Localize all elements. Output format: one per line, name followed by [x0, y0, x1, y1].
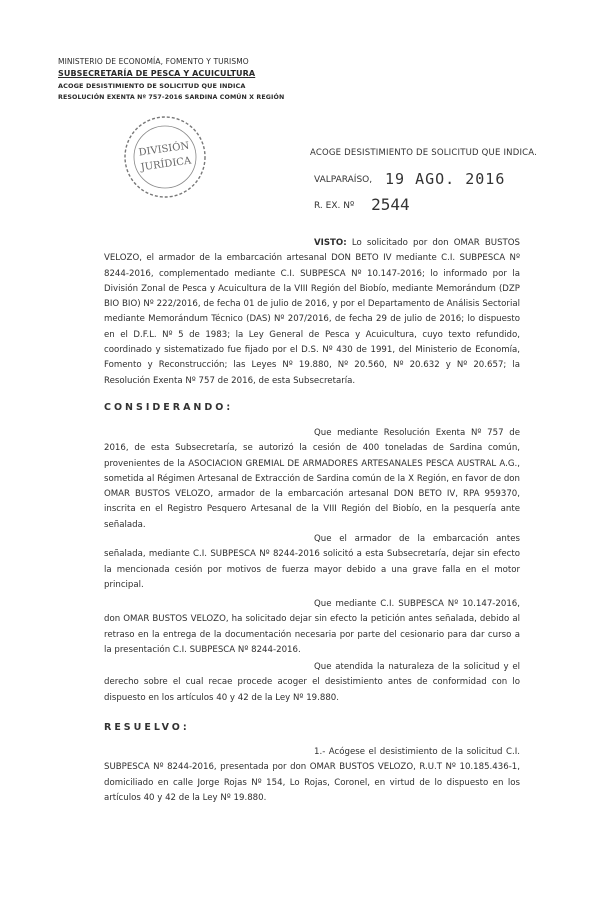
resuelvo-heading: RESUELVO: [104, 722, 190, 733]
place-date [314, 168, 505, 186]
considerando-paragraph-4: Que atendida la naturaleza de la solicitud y el derecho sobre el cual recae procede acoger el desistimiento antes de conformidad con lo dispuesto en los artículos 40 y 42 de la Ley Nº 19.880. [104, 662, 520, 703]
visto-text: Lo solicitado por don OMAR BUSTOS VELOZO, el armador de la embarcación artesanal DON BETO IV mediante C.I. SUBPESCA Nº 8244-2016, complementado mediante C.I. SUBPESCA Nº 10.147-2016; lo informado por la División Zonal de Pesca y Acuicultura de la VIII Región del Biobío, mediante Memorándum (DZP BIO BIO) Nº 222/2016, de fecha 01 de julio de 2016, y por el Departamento de Análisis Sectorial mediante Memorándum Técnico (DAS) Nº 207/2016, de fecha 29 de julio de 2016; lo dispuesto en el D.F.L. Nº 5 de 1983; la Ley General de Pesca y Acuicultura, cuyo texto refundido, coordinado y sistematizado fue fijado por el D.S. Nº 430 de 1991, del Ministerio de Economía, Fomento y Reconstrucción; las Leyes Nº 19.880, Nº 20.560, Nº 20.632 y Nº 20.657; la Resolución Exenta Nº 757 de 2016, de esta Subsecretaría. [104, 238, 520, 386]
considerando-paragraph-3: Que mediante C.I. SUBPESCA Nº 10.147-2016, don OMAR BUSTOS VELOZO, ha solicitado dejar sin efecto la petición antes señalada, debido al retraso en la entrega de la documentación necesaria por parte del cesionario para dar curso a la presentación C.I. SUBPESCA Nº 8244-2016. [104, 599, 520, 655]
division-juridica-stamp [120, 112, 210, 202]
header-subject: ACOGE DESISTIMIENTO DE SOLICITUD QUE INDICA [58, 82, 246, 90]
place-label: VALPARAÍSO, [314, 175, 373, 185]
stamp-seal-icon [120, 112, 210, 202]
visto-label: VISTO: [314, 238, 347, 248]
stamp-line2: JURÍDICA [140, 155, 192, 174]
rex-label: R. EX. Nº [314, 201, 355, 211]
subsecretaria-name: SUBSECRETARÍA DE PESCA Y ACUICULTURA [58, 69, 256, 78]
rex-number: 2544 [371, 195, 410, 214]
letterhead [58, 56, 284, 104]
considerando-heading: CONSIDERANDO: [104, 402, 234, 413]
date-stamp: 19 AGO. 2016 [385, 170, 506, 188]
resolution-number [314, 193, 410, 212]
resuelvo-paragraph-1: 1.- Acógese el desistimiento de la solicitud C.I. SUBPESCA Nº 8244-2016, presentada por don OMAR BUSTOS VELOZO, R.U.T Nº 10.185.436-1, domiciliado en calle Jorge Rojas Nº 154, Lo Rojas, Coronel, en virtud de lo dispuesto en los artículos 40 y 42 de la Ley Nº 19.880. [104, 747, 520, 803]
visto-paragraph [104, 236, 520, 389]
ministry-name: MINISTERIO DE ECONOMÍA, FOMENTO Y TURISMO [58, 57, 249, 66]
considerando-paragraph-2: Que el armador de la embarcación antes señalada, mediante C.I. SUBPESCA Nº 8244-2016 solicitó a esta Subsecretaría, dejar sin efecto la mencionada cesión por motivos de fuerza mayor debido a una grave falla en el motor principal. [104, 534, 520, 590]
reference-title: ACOGE DESISTIMIENTO DE SOLICITUD QUE INDICA. [310, 148, 538, 158]
stamp-line1: DIVISIÓN [137, 140, 190, 159]
header-resolution: RESOLUCIÓN EXENTA Nº 757-2016 SARDINA COMÚN X REGIÓN [58, 94, 285, 101]
considerando-paragraph-1: Que mediante Resolución Exenta Nº 757 de 2016, de esta Subsecretaría, se autorizó la cesión de 400 toneladas de Sardina común, provenientes de la ASOCIACION GREMIAL DE ARMADORES ARTESANALES PESCA AUSTRAL A.G., sometida al Régimen Artesanal de Extracción de Sardina común de la X Región, en favor de don OMAR BUSTOS VELOZO, armador de la embarcación artesanal DON BETO IV, RPA 959370, inscrita en el Registro Pesquero Artesanal de la VIII Región del Biobío, en la pesquería ante señalada. [104, 428, 520, 530]
